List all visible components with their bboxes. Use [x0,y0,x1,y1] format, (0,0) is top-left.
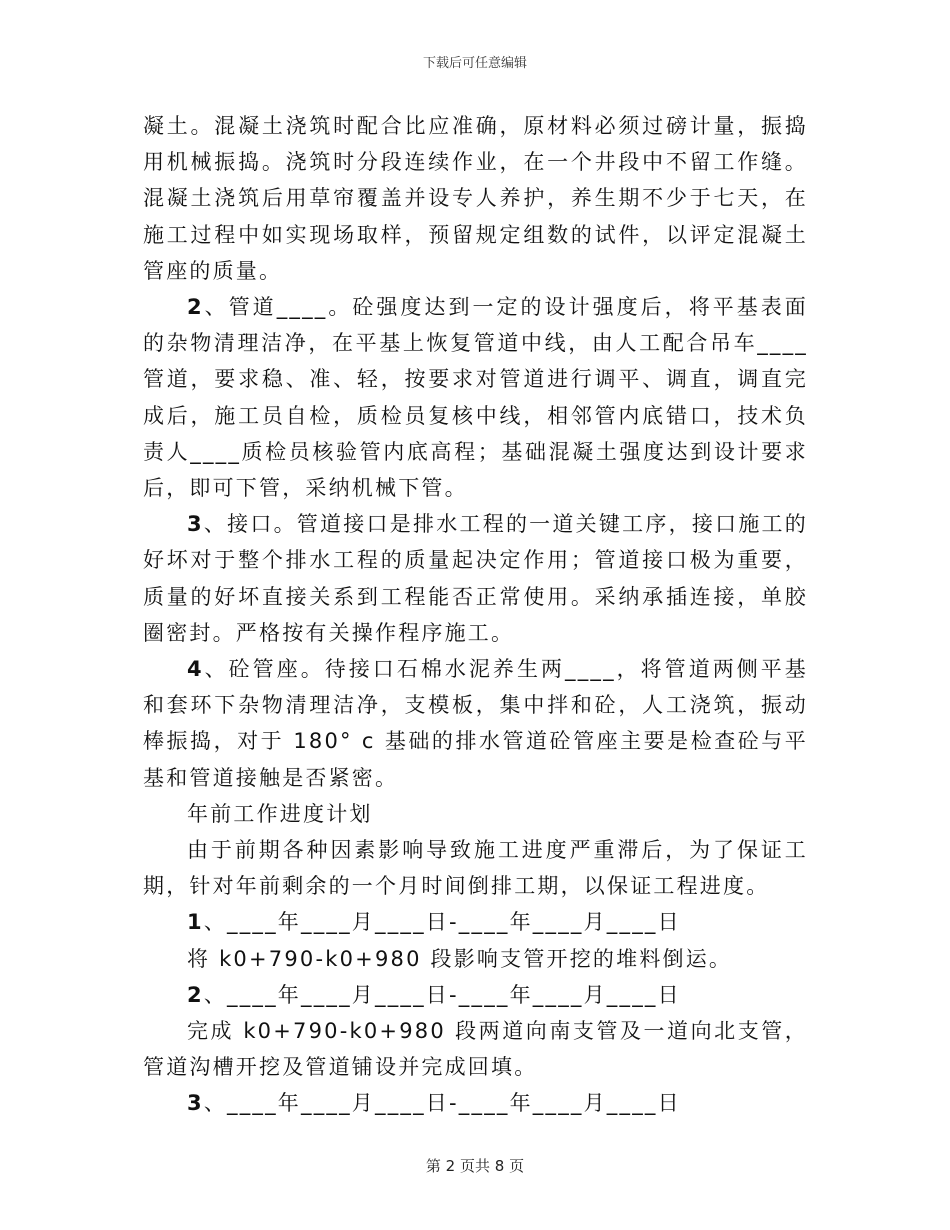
document-body [143,108,808,1122]
paragraph-text: 、管道____。砼强度达到一定的设计强度后，将平基表面的杂物清理洁净，在平基上恢复管道中线，由人工配合吊车____管道，要求稳、准、轻，按要求对管道进行调平、调直，调直完成后，施工员自检，质检员复核中线，相邻管内底错口，技术负责人____质检员核验管内底高程；基础混凝土强度达到设计要求后，即可下管，采纳机械下管。 [143,295,808,501]
item-number: 2 [187,982,204,1007]
schedule-date-line-1 [143,904,808,940]
page-header: 下载后可任意编辑 [422,56,527,71]
paragraph-text: 年前工作进度计划 [187,801,373,826]
item-number: 2 [187,295,204,320]
schedule-task-2 [143,1013,808,1085]
paragraph-text: 、砼管座。待接口石棉水泥养生两____，将管道两侧平基和套环下杂物清理洁净，支模板，集中拌和砼，人工浇筑，振动棒振捣，对于 180° c 基础的排水管道砼管座主要是检查砼与平基和管道接触是否紧密。 [143,657,808,790]
schedule-task-1 [143,941,808,977]
item-number: 4 [187,657,204,682]
section-heading [143,796,808,832]
paragraph-text: 凝土。混凝土浇筑时配合比应准确，原材料必须过磅计量，振捣用机械振捣。浇筑时分段连续作业，在一个井段中不留工作缝。混凝土浇筑后用草帘覆盖并设专人养护，养生期不少于七天，在施工过程中如实现场取样，预留规定组数的试件，以评定混凝土管座的质量。 [143,114,808,283]
paragraph-item-pipeline [143,289,808,506]
paragraph-concrete-pouring [143,108,808,289]
paragraph-text: 、接口。管道接口是排水工程的一道关键工序，接口施工的好坏对于整个排水工程的质量起决定作用；管道接口极为重要，质量的好坏直接关系到工程能否正常使用。采纳承插连接，单胶圈密封。严格按有关操作程序施工。 [143,512,808,645]
schedule-date-line-3 [143,1085,808,1121]
paragraph-text: 将 k0+790-k0+980 段影响支管开挖的堆料倒运。 [187,946,733,971]
item-number: 3 [187,1091,204,1116]
paragraph-text: 由于前期各种因素影响导致施工进度严重滞后，为了保证工期，针对年前剩余的一个月时间倒排工期，以保证工程进度。 [143,838,808,899]
paragraph-item-joint [143,506,808,651]
schedule-date-line-2 [143,977,808,1013]
item-number: 1 [187,910,204,935]
paragraph-text: 、____年____月____日-____年____月____日 [203,910,681,935]
paragraph-schedule-intro [143,832,808,904]
paragraph-text: 、____年____月____日-____年____月____日 [203,982,681,1007]
paragraph-item-pipe-seat [143,651,808,796]
paragraph-text: 完成 k0+790-k0+980 段两道向南支管及一道向北支管，管道沟槽开挖及管道铺设并完成回填。 [143,1019,808,1080]
item-number: 3 [187,512,204,537]
page-footer: 第 2 页共 8 页 [425,1157,525,1175]
paragraph-text: 、____年____月____日-____年____月____日 [203,1091,681,1116]
